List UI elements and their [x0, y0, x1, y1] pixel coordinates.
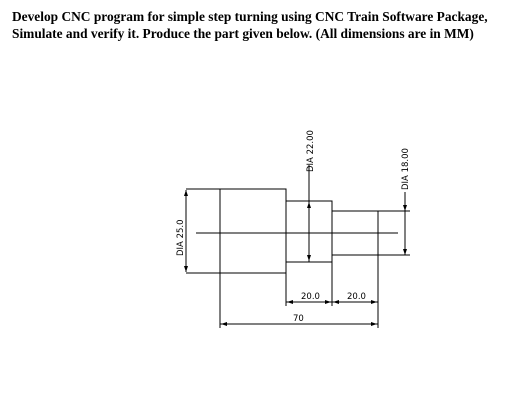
problem-line-1: Develop CNC program for simple step turning using CNC Train Software Package, — [12, 9, 488, 24]
dim-dia-22-arrow-bottom — [307, 255, 311, 261]
dim-dia-25-arrow-bottom — [184, 266, 188, 272]
dim-total-label: 70 — [293, 314, 304, 324]
dim-len-1-arrow-left — [287, 300, 293, 304]
problem-line-2: Simulate and verify it. Produce the part given below. (All dimensions are in MM) — [12, 26, 474, 41]
dim-dia-22-arrow-top — [307, 202, 311, 208]
dim-dia-25-label: DIA 25.0 — [176, 219, 186, 256]
dim-len-2-arrow-left — [333, 300, 339, 304]
dim-total-arrow-right — [371, 322, 377, 326]
dim-dia-18-label: DIA 18.00 — [401, 148, 411, 190]
dim-len-2-label: 20.0 — [347, 292, 366, 302]
dim-dia-18-arrow-bottom — [403, 249, 407, 255]
step-dia-25 — [220, 189, 286, 273]
dim-len-1-label: 20.0 — [301, 292, 320, 302]
dim-dia-22-label: DIA 22.00 — [306, 130, 316, 172]
dim-len-1-arrow-right — [325, 300, 331, 304]
dim-len-2-arrow-right — [371, 300, 377, 304]
dim-dia-25-arrow-top — [184, 190, 188, 196]
dim-total-arrow-left — [221, 322, 227, 326]
dim-dia-18-arrow-top — [403, 205, 407, 211]
